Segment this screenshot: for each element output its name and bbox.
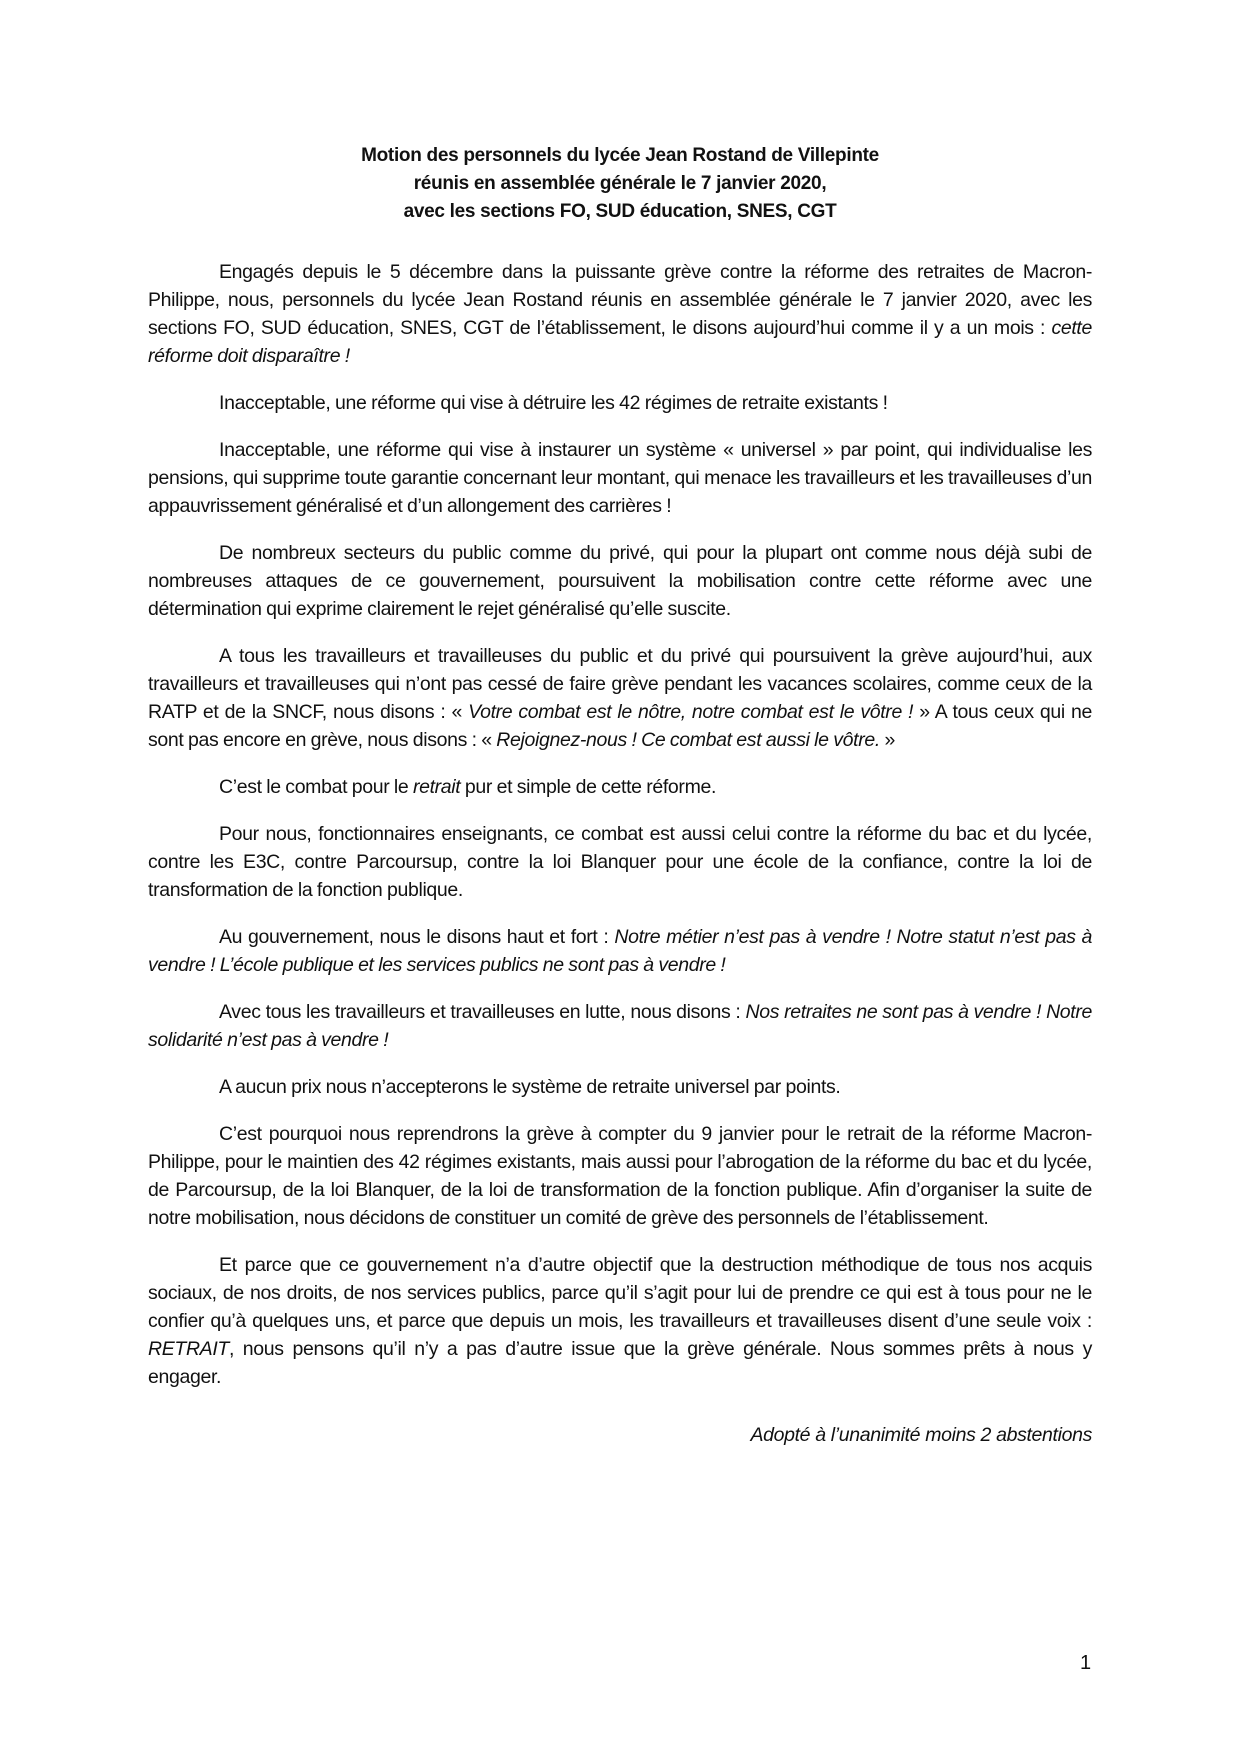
paragraph [148, 923, 1092, 979]
document-title [148, 142, 1092, 226]
italic-text: retrait [412, 776, 461, 798]
italic-text: RETRAIT [148, 1338, 229, 1360]
paragraph [148, 436, 1092, 520]
text-segment: De nombreux secteurs du public comme du privé, qui pour la plupart ont comme nous déjà subi de nombreuses attaques de ce gouvernement, poursuivent la mobilisation contre cette réforme avec une détermination qui exprime clairement le rejet généralisé qu’elle suscite. [148, 542, 1092, 620]
italic-text: Votre combat est le nôtre, notre combat est le vôtre ! [468, 701, 914, 723]
text-segment: » [879, 729, 895, 751]
text-segment: , nous pensons qu’il n’y a pas d’autre issue que la grève générale. Nous sommes prêts à nous y engager. [148, 1338, 1092, 1388]
italic-text: Nos retraites ne sont pas à vendre ! Notre solidarité n’est pas à vendre ! [148, 1001, 1092, 1051]
text-segment: pur et simple de cette réforme. [460, 776, 717, 798]
text-segment: Engagés depuis le 5 décembre dans la puissante grève contre la réforme des retraites de Macron-Philippe, nous, personnels du lycée Jean Rostand réunis en assemblée générale le 7 janvier 2020, avec les sections FO, SUD éducation, SNES, CGT de l’établissement, le disons aujourd’hui comme il y a un mois : [148, 261, 1092, 339]
text-segment: Inacceptable, une réforme qui vise à détruire les 42 régimes de retraite existants ! [219, 392, 888, 414]
paragraph [148, 642, 1092, 754]
text-segment: » A tous ceux qui ne sont pas encore en grève, nous disons : « [148, 701, 1093, 751]
text-segment: Pour nous, fonctionnaires enseignants, ce combat est aussi celui contre la réforme du bac et du lycée, contre les E3C, contre Parcoursup, contre la loi Blanquer pour une école de la confiance, contre la loi de transformation de la fonction publique. [148, 823, 1092, 901]
paragraph [148, 1251, 1092, 1391]
paragraph [148, 258, 1092, 370]
title-line: Motion des personnels du lycée Jean Rostand de Villepinte [361, 145, 879, 166]
italic-text: cette réforme doit disparaître ! [148, 317, 1092, 367]
italic-text: Rejoignez-nous ! Ce combat est aussi le vôtre. [496, 729, 880, 751]
paragraph [148, 820, 1092, 904]
text-segment: Et parce que ce gouvernement n’a d’autre objectif que la destruction méthodique de tous nos acquis sociaux, de nos droits, de nos services publics, parce qu’il s’agit pour lui de prendre ce qui est à tous pour ne le confier qu’à quelques uns, et parce que depuis un mois, les travailleurs et travailleuses disent d’une seule voix : [148, 1254, 1092, 1332]
text-segment: A tous les travailleurs et travailleuses du public et du privé qui poursuivent la grève aujourd’hui, aux travailleurs et travailleuses qui n’ont pas cessé de faire grève pendant les vacances scolaires, comme ceux de la RATP et de la SNCF, nous disons : « [148, 645, 1092, 723]
paragraph [148, 389, 1092, 417]
title-line: réunis en assemblée générale le 7 janvier 2020, [413, 173, 827, 194]
paragraph [148, 1073, 1092, 1101]
title-line: avec les sections FO, SUD éducation, SNES, CGT [403, 201, 837, 222]
page-number: 1 [1080, 1652, 1092, 1674]
text-segment: C’est pourquoi nous reprendrons la grève à compter du 9 janvier pour le retrait de la réforme Macron-Philippe, pour le maintien des 42 régimes existants, mais aussi pour l’abrogation de la réforme du bac et du lycée, de Parcoursup, de la loi Blanquer, de la loi de transformation de la fonction publique. Afin d’organiser la suite de notre mobilisation, nous décidons de constituer un comité de grève des personnels de l’établissement. [148, 1123, 1092, 1229]
paragraph [148, 998, 1092, 1054]
paragraph [148, 773, 1092, 801]
text-segment: Inacceptable, une réforme qui vise à instaurer un système « universel » par point, qui individualise les pensions, qui supprime toute garantie concernant leur montant, qui menace les travailleurs et les travailleuses d’un appauvrissement généralisé et d’un allongement des carrières ! [148, 439, 1092, 517]
paragraph [148, 539, 1092, 623]
italic-text: Notre métier n’est pas à vendre ! Notre statut n’est pas à vendre ! L’école publique et les services publics ne sont pas à vendre ! [148, 926, 1092, 976]
text-segment: Avec tous les travailleurs et travailleuses en lutte, nous disons : [219, 1001, 746, 1023]
text-segment: C’est le combat pour le [219, 776, 413, 798]
adoption-note: Adopté à l’unanimité moins 2 abstentions [750, 1424, 1092, 1446]
document-body [148, 258, 1092, 1449]
text-segment: Au gouvernement, nous le disons haut et fort : [219, 926, 615, 948]
paragraph [148, 1120, 1092, 1232]
text-segment: A aucun prix nous n’accepterons le système de retraite universel par points. [219, 1076, 841, 1098]
